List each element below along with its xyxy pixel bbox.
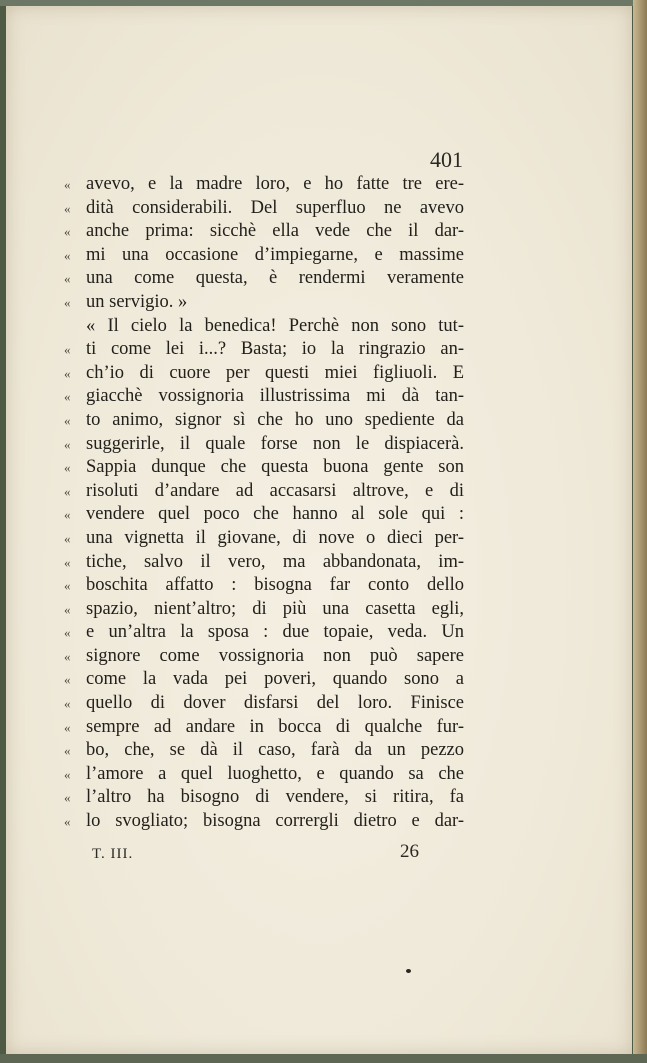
guillemet-mark: « [64, 814, 71, 830]
guillemet-mark: « [64, 389, 71, 405]
page-number: 401 [430, 147, 463, 172]
text-line [64, 645, 464, 669]
guillemet-mark: « [64, 790, 71, 806]
guillemet-mark: « [64, 483, 71, 499]
line-text: e un’altra la sposa : due topaie, veda. Un [86, 622, 464, 643]
guillemet-mark: « [64, 672, 71, 688]
guillemet-mark: « [64, 601, 71, 617]
line-text: « Il cielo la benedica! Perchè non sono tut- [86, 315, 464, 336]
line-text: risoluti d’andare ad accasarsi altrove, e di [86, 480, 464, 501]
body-text [64, 173, 464, 834]
sheet-number: 26 [400, 841, 419, 862]
text-line [64, 598, 464, 622]
line-text: bo, che, se dà il caso, farà da un pezzo [86, 740, 464, 761]
line-text: avevo, e la madre loro, e ho fatte tre ere- [86, 174, 464, 194]
line-text: boschita affatto : bisogna far conto dello [86, 575, 464, 596]
scan-bottom-edge [0, 1054, 647, 1063]
guillemet-mark: « [64, 460, 71, 476]
text-line [64, 716, 464, 740]
page-stack-edge [633, 0, 647, 1063]
book-page [6, 6, 632, 1054]
line-text: sempre ad andare in bocca di qualche fur- [86, 716, 464, 737]
guillemet-mark: « [64, 648, 71, 664]
guillemet-mark: « [64, 578, 71, 594]
guillemet-mark [64, 315, 86, 339]
line-text: ti come lei i...? Basta; io la ringrazio an- [86, 339, 464, 360]
line-text: l’altro ha bisogno di vendere, si ritira, fa [86, 787, 464, 808]
guillemet-mark: « [64, 436, 71, 452]
text-line [64, 503, 464, 527]
line-text: tiche, salvo il vero, ma abbandonata, im- [86, 551, 464, 572]
guillemet-mark: « [64, 412, 71, 428]
line-text: l’amore a quel luoghetto, e quando sa che [86, 763, 464, 784]
text-line [64, 763, 464, 787]
text-line [64, 362, 464, 386]
text-line [64, 409, 464, 433]
line-text: ch’io di cuore per questi miei figliuoli. E [86, 362, 464, 383]
guillemet-mark: « [64, 342, 71, 358]
text-line [64, 315, 464, 339]
text-line [64, 338, 464, 362]
guillemet-mark: « [64, 200, 71, 216]
line-text: dità considerabili. Del superfluo ne avevo [86, 197, 464, 218]
text-line [64, 739, 464, 763]
line-text: suggerirle, il quale forse non le dispiacerà. [86, 433, 464, 454]
text-line [64, 692, 464, 716]
line-text: signore come vossignoria non può sapere [86, 645, 464, 666]
guillemet-mark: « [64, 365, 71, 381]
line-text: mi una occasione d’impiegarne, e massime [86, 244, 464, 265]
guillemet-mark: « [64, 271, 71, 287]
line-text: una vignetta il giovane, di nove o dieci per- [86, 527, 464, 548]
line-text: spazio, nient’altro; di più una casetta egli, [86, 598, 464, 619]
guillemet-mark: « [64, 696, 71, 712]
guillemet-mark: « [64, 507, 71, 523]
guillemet-mark: « [64, 294, 71, 310]
line-text: come la vada pei poveri, quando sono a [86, 669, 464, 690]
line-text: Sappia dunque che questa buona gente son [86, 457, 464, 478]
guillemet-mark: « [64, 625, 71, 641]
line-text: vendere quel poco che hanno al sole qui : [86, 504, 464, 525]
guillemet-mark: « [64, 766, 71, 782]
ink-speck [406, 969, 411, 973]
text-line [64, 197, 464, 221]
text-line [64, 291, 464, 315]
guillemet-mark: « [64, 177, 71, 192]
guillemet-mark: « [64, 247, 71, 263]
guillemet-mark: « [64, 554, 71, 570]
text-line [64, 173, 464, 197]
text-line [64, 668, 464, 692]
text-line [64, 574, 464, 598]
text-line [64, 267, 464, 291]
text-line [64, 810, 464, 834]
line-text: to animo, signor sì che ho uno spediente da [86, 409, 464, 430]
text-line [64, 456, 464, 480]
line-text: giacchè vossignoria illustrissima mi dà tan- [86, 386, 464, 407]
text-line [64, 786, 464, 810]
guillemet-mark: « [64, 719, 71, 735]
text-line [64, 527, 464, 551]
text-line [64, 220, 464, 244]
text-line [64, 244, 464, 268]
line-text: quello di dover disfarsi del loro. Finisce [86, 693, 464, 714]
line-text: una come questa, è rendermi veramente [86, 268, 464, 289]
text-line [64, 480, 464, 504]
text-line [64, 433, 464, 457]
guillemet-mark: « [64, 224, 71, 240]
guillemet-mark: « [64, 743, 71, 759]
guillemet-mark: « [64, 530, 71, 546]
text-line [64, 621, 464, 645]
line-text: anche prima: sicchè ella vede che il dar- [86, 221, 464, 242]
text-line [64, 551, 464, 575]
volume-signature: T. III. [92, 846, 134, 862]
line-text: un servigio. » [86, 291, 188, 312]
line-text: lo svogliato; bisogna corrergli dietro e dar- [86, 811, 464, 832]
text-line [64, 385, 464, 409]
